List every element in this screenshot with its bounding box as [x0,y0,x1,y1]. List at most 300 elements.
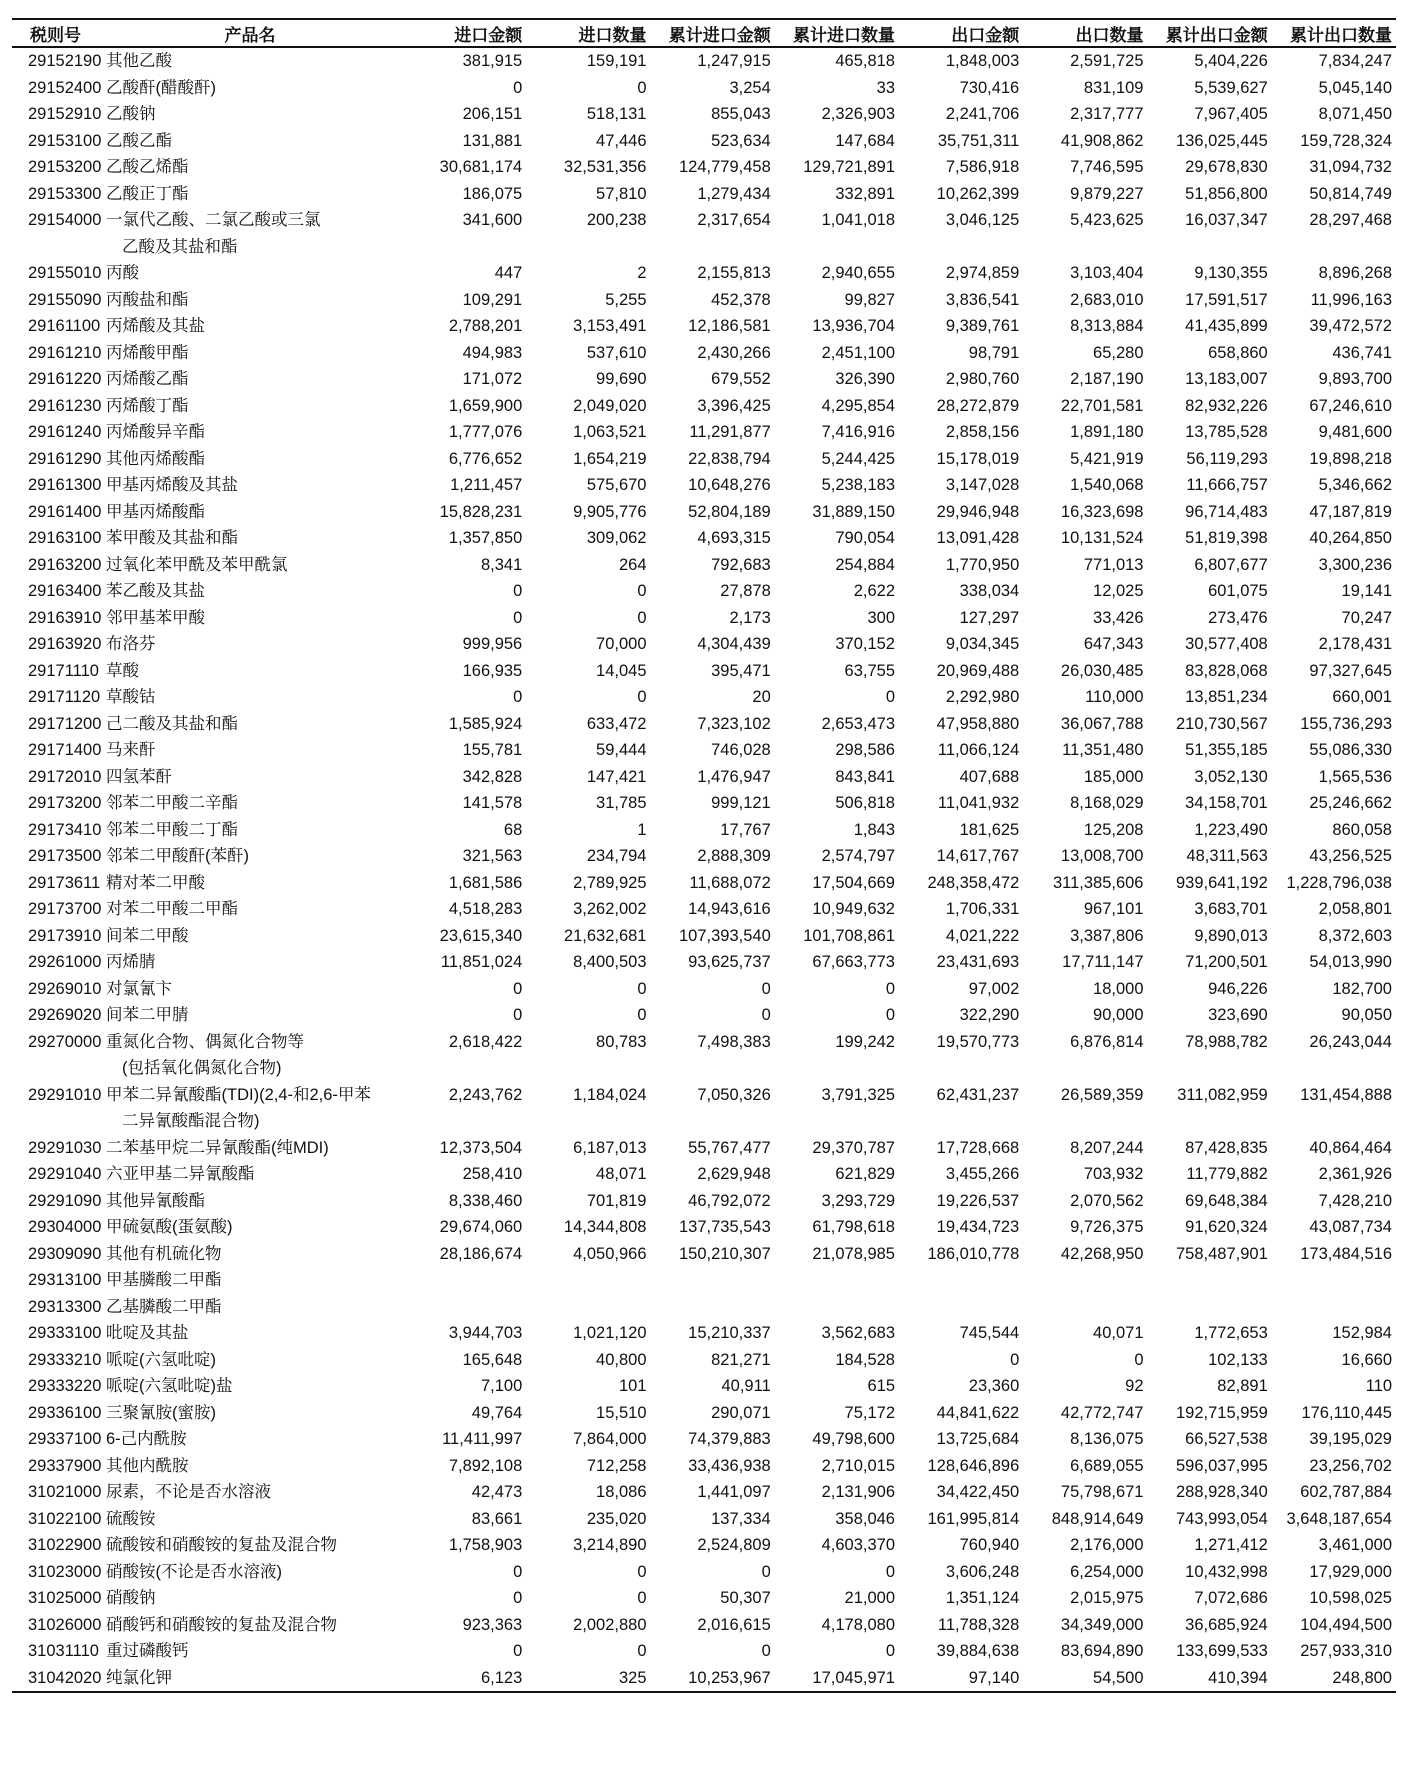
product-name-cell [102,870,402,897]
header-tariff-code: 税则号 [12,19,102,47]
cumulative-export-quantity-cell: 110 [1365,1377,1392,1395]
table-row [12,313,1396,340]
product-name-cell [102,737,402,764]
import-quantity-cell: 1,654,219 [573,449,647,468]
cumulative-export-value-cell: 3,683,701 [1194,900,1268,918]
product-name-line1: 一氯代乙酸、二氯乙酸或三氯 [106,211,321,229]
cumulative-import-quantity-cell: 370,152 [835,635,895,653]
export-value-cell: 2,858,156 [945,423,1020,441]
table-row [12,790,1396,817]
product-name-cell [102,1135,402,1162]
export-value-cell: 2,241,706 [945,105,1020,123]
cumulative-import-quantity-cell: 21,078,985 [812,1244,895,1263]
cumulative-import-quantity-cell: 254,884 [835,555,895,574]
product-name-line1: 乙酸钠 [106,105,156,123]
product-name-cell [102,313,402,340]
cumulative-export-value-cell: 29,678,830 [1185,158,1268,176]
table-row [12,1426,1396,1453]
export-quantity-cell: 16,323,698 [1060,502,1144,521]
export-quantity-cell: 33,426 [1093,608,1144,627]
header-row [12,19,1396,47]
product-name-line1: 丙烯酸乙酯 [106,370,189,388]
import-value-cell: 166,935 [462,661,523,680]
export-quantity-cell: 2,317,777 [1070,105,1144,123]
cumulative-export-quantity-cell: 54,013,990 [1309,953,1392,971]
cumulative-export-value-cell: 9,130,355 [1194,264,1268,282]
product-name-line2: (包括氧化偶氮化合物) [122,1059,282,1077]
product-name-line1: 马来酐 [106,741,156,759]
cumulative-export-quantity-cell: 17,929,000 [1309,1562,1392,1581]
export-quantity-cell: 5,421,919 [1070,449,1144,468]
cumulative-export-value-cell: 48,311,563 [1186,847,1268,865]
export-quantity-cell: 7,746,595 [1070,158,1144,176]
import-value-cell: 381,915 [462,52,523,70]
export-quantity-cell [1023,1294,1147,1321]
export-value-cell: 1,706,331 [945,900,1020,918]
cumulative-export-quantity-cell: 131,454,888 [1300,1085,1392,1104]
table-row [12,737,1396,764]
product-name-line1: 甲基丙烯酸及其盐 [106,476,238,494]
product-name-line1: 吡啶及其盐 [106,1324,189,1342]
export-quantity-cell: 17,711,147 [1062,953,1144,971]
cumulative-export-value-cell: 323,690 [1208,1006,1268,1024]
product-name-line1: 甲基丙烯酸酯 [106,502,205,521]
export-value-cell: 127,297 [959,608,1020,627]
table-row [12,658,1396,685]
cumulative-export-value-cell: 30,577,408 [1185,635,1268,653]
export-quantity-cell: 8,313,884 [1070,317,1144,335]
import-quantity-cell: 0 [637,608,647,627]
import-value-cell: 155,781 [462,741,523,759]
import-value-cell [402,1267,526,1294]
cumulative-export-value-cell: 743,993,054 [1175,1509,1268,1528]
cumulative-export-value-cell: 1,772,653 [1194,1324,1268,1342]
cumulative-export-quantity-cell: 5,346,662 [1318,476,1392,494]
export-quantity-cell: 40,071 [1093,1324,1144,1342]
tariff-code-cell: 29313300 [28,1297,102,1316]
import-value-cell: 0 [513,688,523,706]
tariff-code-cell: 29336100 [28,1403,102,1422]
cumulative-import-quantity-cell: 147,684 [835,131,895,150]
export-quantity-cell: 6,689,055 [1070,1456,1144,1475]
tariff-code-cell: 29173611 [28,873,101,892]
tariff-code-cell: 29291010 [28,1085,102,1104]
import-value-cell: 11,851,024 [440,953,523,971]
tariff-code-cell: 29161240 [28,423,102,441]
import-quantity-cell: 18,086 [596,1483,647,1501]
import-quantity-cell: 47,446 [596,131,647,150]
export-quantity-cell: 75,798,671 [1060,1483,1144,1501]
export-quantity-cell [1023,1267,1147,1294]
cumulative-import-quantity-cell: 300 [867,608,895,627]
export-quantity-cell: 771,013 [1083,555,1144,574]
import-value-cell: 8,341 [480,555,523,574]
cumulative-import-quantity-cell: 4,178,080 [821,1615,895,1634]
tariff-code-cell: 29153100 [28,131,102,150]
header-export-value: 出口金额 [899,19,1023,47]
cumulative-export-value-cell: 288,928,340 [1175,1483,1268,1501]
tariff-code-cell: 29333100 [28,1324,102,1342]
product-name-line1: 乙酸乙烯酯 [106,158,189,176]
cumulative-import-value-cell: 2,155,813 [697,264,771,282]
cumulative-import-value-cell: 290,071 [711,1403,771,1422]
product-name-cell [102,923,402,950]
cumulative-import-quantity-cell: 2,940,655 [821,264,895,282]
cumulative-export-quantity-cell: 5,045,140 [1318,78,1392,97]
product-name-cell [102,1082,402,1135]
cumulative-import-value-cell: 2,888,309 [697,847,771,865]
export-value-cell: 7,586,918 [945,158,1020,176]
import-value-cell: 141,578 [462,794,523,812]
import-quantity-cell: 0 [637,688,647,706]
cumulative-import-quantity-cell: 2,131,906 [821,1483,895,1501]
product-name-line1: 其他内酰胺 [106,1456,189,1475]
cumulative-export-value-cell: 66,527,538 [1185,1430,1268,1448]
cumulative-export-value-cell: 13,183,007 [1185,370,1268,388]
cumulative-import-value-cell: 52,804,189 [688,502,771,521]
import-quantity-cell: 70,000 [596,635,647,653]
tariff-code-cell: 31031110 [28,1642,99,1660]
product-name-line1: 6-己内酰胺 [106,1430,187,1448]
export-value-cell: 3,046,125 [945,211,1020,229]
cumulative-export-value-cell [1148,1267,1272,1294]
product-name-cell [102,605,402,632]
table-row [12,340,1396,367]
import-quantity-cell: 159,191 [586,52,647,70]
cumulative-import-value-cell: 7,323,102 [697,714,771,733]
table-row [12,817,1396,844]
cumulative-export-quantity-cell: 31,094,732 [1309,158,1392,176]
import-quantity-cell: 101 [618,1377,647,1395]
table-row [12,870,1396,897]
export-value-cell: 34,422,450 [936,1483,1020,1501]
cumulative-import-value-cell: 746,028 [711,741,771,759]
cumulative-export-quantity-cell: 19,898,218 [1309,449,1392,468]
tariff-code-cell: 31026000 [28,1615,102,1634]
tariff-code-cell: 29152910 [28,105,102,123]
product-name-cell [102,393,402,420]
import-value-cell: 2,243,762 [448,1085,523,1104]
table-row [12,711,1396,738]
cumulative-export-quantity-cell: 23,256,702 [1309,1456,1392,1475]
product-name-cell [102,684,402,711]
export-value-cell: 23,431,693 [936,953,1020,971]
export-value-cell: 181,625 [959,820,1020,839]
cumulative-export-value-cell: 7,967,405 [1194,105,1268,123]
cumulative-import-value-cell: 0 [761,1562,771,1581]
product-name-line1: 乙酸酐(醋酸酐) [106,78,216,97]
import-value-cell: 341,600 [462,211,523,229]
export-value-cell: 19,434,723 [936,1218,1020,1236]
import-value-cell: 923,363 [462,1615,523,1634]
tariff-code-cell: 29161290 [28,449,102,468]
product-name-cell [102,711,402,738]
export-quantity-cell: 3,387,806 [1070,926,1144,945]
product-name-cell [102,366,402,393]
cumulative-export-value-cell: 82,932,226 [1185,396,1268,415]
header-cumulative-import-quantity: 累计进口数量 [775,19,899,47]
cumulative-import-quantity-cell: 61,798,618 [812,1218,895,1236]
cumulative-import-quantity-cell: 13,936,704 [812,317,895,335]
table-row [12,1188,1396,1215]
import-quantity-cell: 14,344,808 [563,1218,647,1236]
tariff-code-cell: 29161210 [28,343,102,362]
product-name-cell [102,1532,402,1559]
export-value-cell: 760,940 [959,1536,1020,1554]
import-value-cell: 1,585,924 [448,714,523,733]
table-row [12,128,1396,155]
product-name-cell [102,1267,402,1294]
export-value-cell: 407,688 [959,767,1020,786]
cumulative-export-value-cell: 946,226 [1208,979,1268,998]
product-name-cell [102,1373,402,1400]
export-quantity-cell: 90,000 [1093,1006,1144,1024]
cumulative-export-value-cell: 51,819,398 [1185,529,1268,547]
product-name-cell [102,1612,402,1639]
cumulative-export-quantity-cell: 257,933,310 [1300,1642,1392,1660]
product-name-line1: 邻苯二甲酸二辛酯 [106,794,238,812]
cumulative-export-quantity-cell: 43,087,734 [1309,1218,1392,1236]
product-name-line1: 间苯二甲酸 [106,926,189,945]
import-value-cell: 186,075 [462,184,523,203]
cumulative-import-quantity-cell: 29,370,787 [812,1138,895,1157]
table-row [12,843,1396,870]
cumulative-import-quantity-cell: 0 [885,1562,895,1581]
import-quantity-cell: 2,789,925 [573,873,647,892]
cumulative-export-quantity-cell: 28,297,468 [1309,211,1392,229]
import-quantity-cell: 4,050,966 [573,1244,647,1263]
cumulative-import-value-cell: 2,629,948 [697,1165,771,1183]
cumulative-import-value-cell: 7,050,326 [697,1085,771,1104]
import-quantity-cell: 0 [637,1562,647,1581]
tariff-code-cell: 29172010 [28,767,102,786]
cumulative-export-quantity-cell: 90,050 [1341,1006,1392,1024]
cumulative-export-value-cell: 210,730,567 [1175,714,1268,733]
cumulative-export-quantity-cell [1272,1267,1396,1294]
cumulative-import-value-cell: 0 [761,979,771,998]
product-name-line1: 苯乙酸及其盐 [106,582,205,600]
product-name-line1: 其他异氰酸酯 [106,1191,205,1210]
tariff-code-cell: 31025000 [28,1589,102,1607]
cumulative-import-value-cell: 46,792,072 [688,1191,771,1210]
cumulative-export-quantity-cell: 19,141 [1341,582,1392,600]
product-name-cell [102,128,402,155]
tariff-code-cell: 31022900 [28,1536,102,1554]
cumulative-export-quantity-cell: 97,327,645 [1309,661,1392,680]
export-quantity-cell: 9,879,227 [1070,184,1144,203]
product-name-cell [102,1559,402,1586]
product-name-cell [102,1029,402,1082]
cumulative-export-quantity-cell: 3,461,000 [1318,1536,1392,1554]
import-quantity-cell: 712,258 [586,1456,647,1475]
import-value-cell: 2,788,201 [448,317,523,335]
cumulative-import-quantity-cell: 33 [876,78,895,97]
import-value-cell: 0 [513,1589,523,1607]
import-value-cell: 1,357,850 [448,529,523,547]
cumulative-export-value-cell: 36,685,924 [1185,1615,1268,1634]
product-name-cell [102,658,402,685]
cumulative-export-quantity-cell: 8,896,268 [1318,264,1392,282]
cumulative-import-value-cell: 22,838,794 [688,449,771,468]
import-value-cell: 494,983 [462,343,523,362]
export-quantity-cell: 8,207,244 [1070,1138,1144,1157]
export-quantity-cell: 92 [1125,1377,1144,1395]
cumulative-import-value-cell: 999,121 [711,794,771,812]
product-name-line1: 布洛芬 [106,635,156,653]
tariff-code-cell: 29173200 [28,794,102,812]
product-name-line1: 己二酸及其盐和酯 [106,714,238,733]
export-quantity-cell: 185,000 [1083,767,1144,786]
product-name-line1: 丙酸盐和酯 [106,290,189,309]
import-value-cell: 3,944,703 [448,1324,523,1342]
cumulative-import-quantity-cell: 790,054 [835,529,895,547]
header-import-quantity: 进口数量 [526,19,650,47]
export-quantity-cell: 1,540,068 [1070,476,1144,494]
import-value-cell: 6,123 [402,1665,526,1693]
cumulative-export-quantity-cell: 152,984 [1332,1324,1392,1342]
table-row [12,1241,1396,1268]
cumulative-export-quantity-cell: 182,700 [1332,979,1392,998]
cumulative-export-quantity-cell: 2,178,431 [1318,635,1392,653]
cumulative-import-value-cell: 137,334 [711,1509,771,1528]
import-quantity-cell: 1 [637,820,647,839]
import-quantity-cell: 40,800 [596,1350,647,1369]
product-name-line1: 重氮化合物、偶氮化合物等 [106,1032,304,1051]
export-value-cell: 730,416 [959,78,1020,97]
tariff-code-cell: 29173700 [28,900,102,918]
import-quantity-cell: 0 [637,1006,647,1024]
import-quantity-cell: 518,131 [586,105,647,123]
tariff-code-cell: 29269010 [28,979,102,998]
cumulative-export-value-cell: 1,223,490 [1194,820,1268,839]
table-row [12,1638,1396,1665]
cumulative-export-quantity-cell: 26,243,044 [1309,1032,1392,1051]
table-row [12,101,1396,128]
cumulative-import-value-cell: 150,210,307 [678,1244,771,1263]
cumulative-export-quantity-cell: 9,481,600 [1318,423,1392,441]
cumulative-export-quantity-cell: 40,864,464 [1309,1138,1392,1157]
cumulative-import-quantity-cell: 67,663,773 [812,953,895,971]
export-value-cell: 47,958,880 [936,714,1020,733]
import-value-cell: 0 [513,78,523,97]
cumulative-import-quantity-cell: 2,451,100 [821,343,895,362]
tariff-code-cell: 29161400 [28,502,102,521]
table-row [12,181,1396,208]
cumulative-import-quantity-cell: 31,889,150 [812,502,895,521]
product-name-line1: 重过磷酸钙 [106,1642,189,1660]
import-value-cell: 68 [503,820,523,839]
table-row [12,260,1396,287]
table-row [12,154,1396,181]
tariff-code-cell: 29261000 [28,953,102,971]
cumulative-import-value-cell: 15,210,337 [688,1324,771,1342]
tariff-code-cell: 31042020 [12,1665,102,1693]
cumulative-import-quantity-cell: 3,791,325 [821,1085,895,1104]
table-row [12,207,1396,260]
cumulative-import-quantity-cell: 1,843 [853,820,895,839]
cumulative-export-value-cell: 82,891 [1217,1377,1268,1395]
product-name-cell [102,1188,402,1215]
import-quantity-cell: 57,810 [596,184,647,203]
cumulative-export-value-cell: 9,890,013 [1194,926,1268,945]
tariff-code-cell: 29155010 [28,264,102,282]
export-value-cell: 19,226,537 [936,1191,1020,1210]
tariff-code-cell: 29269020 [28,1006,102,1024]
product-name-line1: 草酸钴 [106,688,156,706]
cumulative-import-value-cell: 523,634 [711,131,771,150]
product-name-cell [102,1453,402,1480]
export-quantity-cell: 2,176,000 [1070,1536,1144,1554]
import-quantity-cell: 2,002,880 [573,1615,647,1634]
cumulative-export-quantity-cell: 67,246,610 [1309,396,1392,415]
cumulative-import-value-cell [651,1294,775,1321]
table-row [12,631,1396,658]
cumulative-export-value-cell: 5,539,627 [1194,78,1268,97]
table-row [12,419,1396,446]
table-row [12,764,1396,791]
product-name-line1: 乙基膦酸二甲酯 [106,1297,222,1316]
import-value-cell: 0 [513,979,523,998]
product-name-line1: 对苯二甲酸二甲酯 [106,900,238,918]
cumulative-import-value-cell: 55,767,477 [688,1138,771,1157]
table-row [12,472,1396,499]
cumulative-export-value-cell: 758,487,901 [1175,1244,1268,1263]
product-name-cell [102,817,402,844]
table-row [12,1294,1396,1321]
import-value-cell: 11,411,997 [442,1430,523,1448]
table-row [12,393,1396,420]
product-name-cell [102,1665,402,1693]
export-value-cell: 1,770,950 [945,555,1020,574]
cumulative-export-quantity-cell: 602,787,884 [1300,1483,1392,1501]
cumulative-import-quantity-cell: 1,041,018 [821,211,895,229]
cumulative-import-quantity-cell: 4,603,370 [821,1536,895,1554]
export-quantity-cell: 2,591,725 [1070,52,1144,70]
export-quantity-cell: 42,268,950 [1060,1244,1144,1263]
cumulative-import-value-cell: 4,693,315 [697,529,771,547]
header-cumulative-export-value: 累计出口金额 [1148,19,1272,47]
product-name-line1: 间苯二甲腈 [106,1006,189,1024]
import-quantity-cell: 325 [526,1665,650,1693]
export-quantity-cell: 11,351,480 [1062,741,1144,759]
export-value-cell: 4,021,222 [945,926,1020,945]
export-quantity-cell: 848,914,649 [1051,1509,1144,1528]
table-row [12,1002,1396,1029]
import-value-cell: 8,338,460 [448,1191,523,1210]
export-quantity-cell: 26,589,359 [1060,1085,1144,1104]
table-row [12,1347,1396,1374]
export-quantity-cell: 22,701,581 [1060,396,1144,415]
export-value-cell: 11,788,328 [937,1615,1020,1634]
import-quantity-cell: 48,071 [596,1165,647,1183]
cumulative-export-value-cell: 311,082,959 [1177,1085,1268,1104]
cumulative-import-value-cell: 855,043 [711,105,771,123]
import-value-cell: 83,661 [471,1509,523,1528]
table-row [12,75,1396,102]
cumulative-export-value-cell: 11,779,882 [1186,1165,1268,1183]
import-quantity-cell: 80,783 [596,1032,647,1051]
import-quantity-cell: 3,262,002 [573,900,647,918]
tariff-code-cell: 31023000 [28,1562,102,1581]
cumulative-import-value-cell: 124,779,458 [678,158,771,176]
cumulative-export-value-cell: 51,856,800 [1185,184,1268,203]
tariff-code-cell: 29291090 [28,1191,102,1210]
cumulative-export-quantity-cell: 1,565,536 [1318,767,1392,786]
cumulative-import-value-cell: 1,441,097 [697,1483,771,1501]
product-name-line1: 甲苯二异氰酸酯(TDI)(2,4-和2,6-甲苯 [106,1085,371,1104]
tariff-code-cell: 29153200 [28,158,102,176]
product-name-cell [102,181,402,208]
